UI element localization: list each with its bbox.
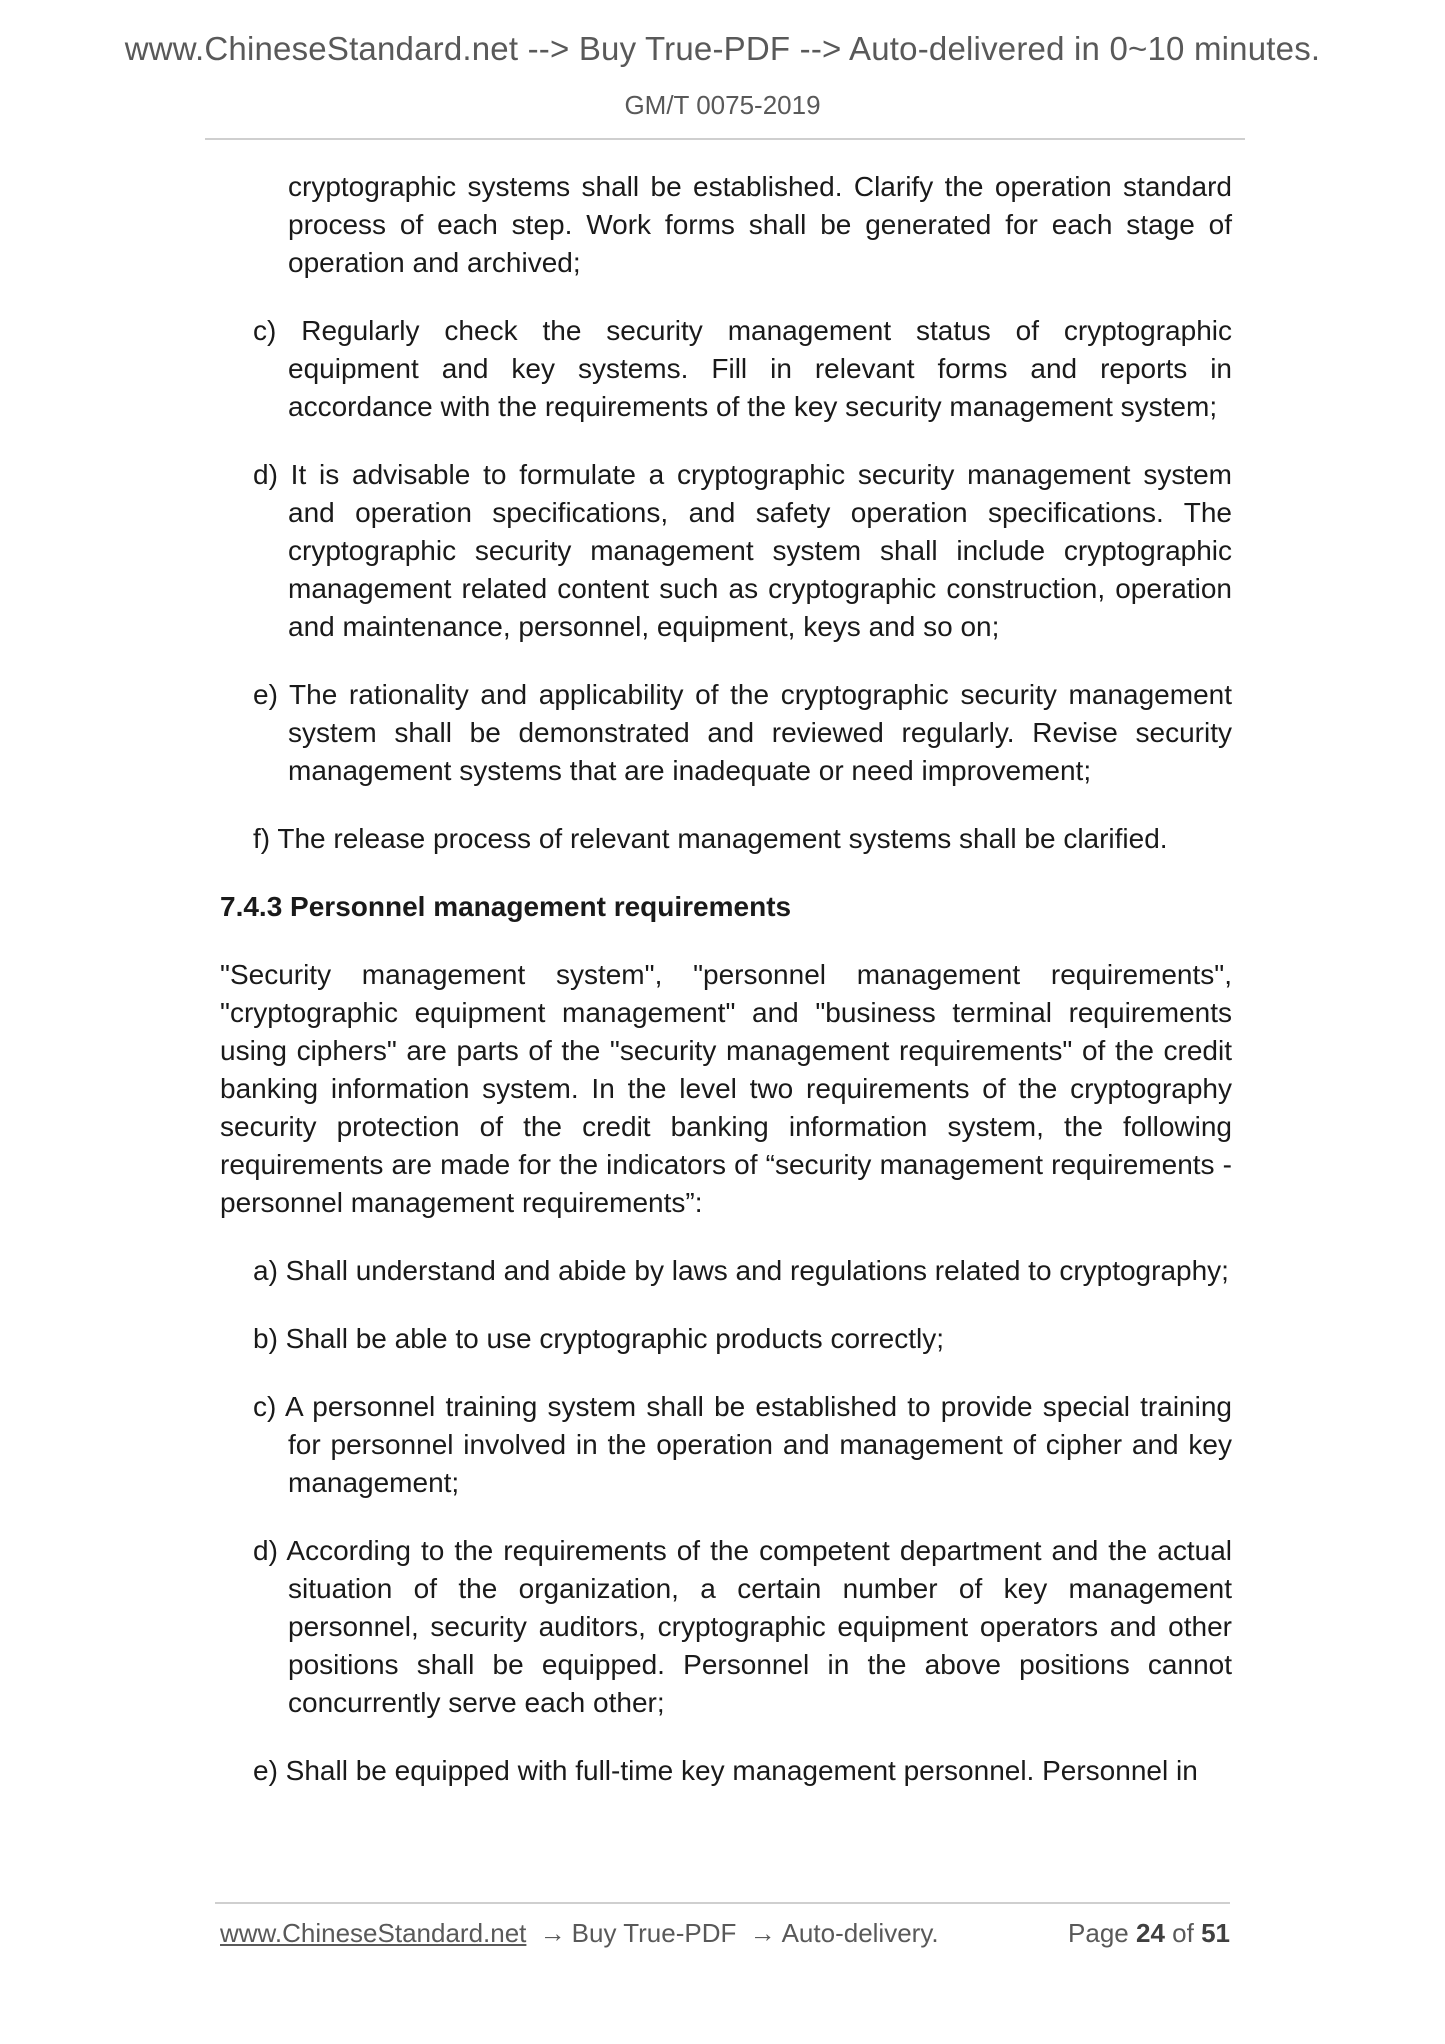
footer-divider	[215, 1902, 1230, 1904]
page-current: 24	[1136, 1918, 1165, 1948]
list-item-b: b) Shall be able to use cryptographic products correctly;	[253, 1323, 945, 1354]
document-id: GM/T 0075-2019	[624, 90, 821, 120]
section-heading: 7.4.3 Personnel management requirements	[220, 891, 792, 922]
page-content	[220, 168, 1232, 1820]
list-item-d: d) It is advisable to formulate a cryptographic security management system and operation specifications, and safety operation specifications. The cryptographic security management system shall include cryptographic management related content such as cryptographic construction, operation and maintenance, personnel, equipment, keys and so on;	[253, 459, 1232, 642]
intro-paragraph: "Security management system", "personnel management requirements", "cryptographic equipment management" and "business terminal requirements using ciphers" are parts of the "security management requirements" of the credit banking information system. In the level two requirements of the cryptography security protection of the credit banking information system, the following requirements are made for the indicators of “security management requirements - personnel management requirements”:	[220, 959, 1232, 1218]
page-total: 51	[1201, 1918, 1230, 1948]
list-item-c: c) Regularly check the security management status of cryptographic equipment and key systems. Fill in relevant forms and reports in accordance with the requirements of the key security management system;	[253, 315, 1232, 422]
arrow-right-icon: →	[539, 1918, 566, 1948]
delivery-text: Auto-delivery.	[781, 1918, 939, 1948]
page-label: Page	[1068, 1918, 1129, 1948]
page-footer	[220, 1918, 1230, 1949]
list-item-c2: c) A personnel training system shall be established to provide special training for personnel involved in the operation and management of cipher and key management;	[253, 1391, 1232, 1498]
of-label: of	[1172, 1918, 1194, 1948]
continuation-text: cryptographic systems shall be established. Clarify the operation standard process of each step. Work forms shall be generated for each stage of operation and archived;	[288, 171, 1232, 278]
list-item-f: f) The release process of relevant management systems shall be clarified.	[253, 823, 1168, 854]
top-banner: www.ChineseStandard.net --> Buy True-PDF --> Auto-delivered in 0~10 minutes.	[124, 30, 1321, 67]
list-item-d2: d) According to the requirements of the competent department and the actual situation of the organization, a certain number of key management personnel, security auditors, cryptographic equipment operators and other positions shall be equipped. Personnel in the above positions cannot concurrently serve each other;	[253, 1535, 1232, 1718]
list-item-e: e) The rationality and applicability of the cryptographic security management system shall be demonstrated and reviewed regularly. Revise security management systems that are inadequate or need improvement;	[253, 679, 1232, 786]
site-link[interactable]: www.ChineseStandard.net	[220, 1918, 527, 1948]
arrow-right-icon: →	[749, 1918, 776, 1948]
list-item-a: a) Shall understand and abide by laws and regulations related to cryptography;	[253, 1255, 1229, 1286]
list-item-e2: e) Shall be equipped with full-time key management personnel. Personnel in	[253, 1755, 1198, 1786]
page-indicator	[1068, 1918, 1230, 1949]
buy-text: Buy True-PDF	[571, 1918, 737, 1948]
header-divider	[205, 138, 1245, 140]
